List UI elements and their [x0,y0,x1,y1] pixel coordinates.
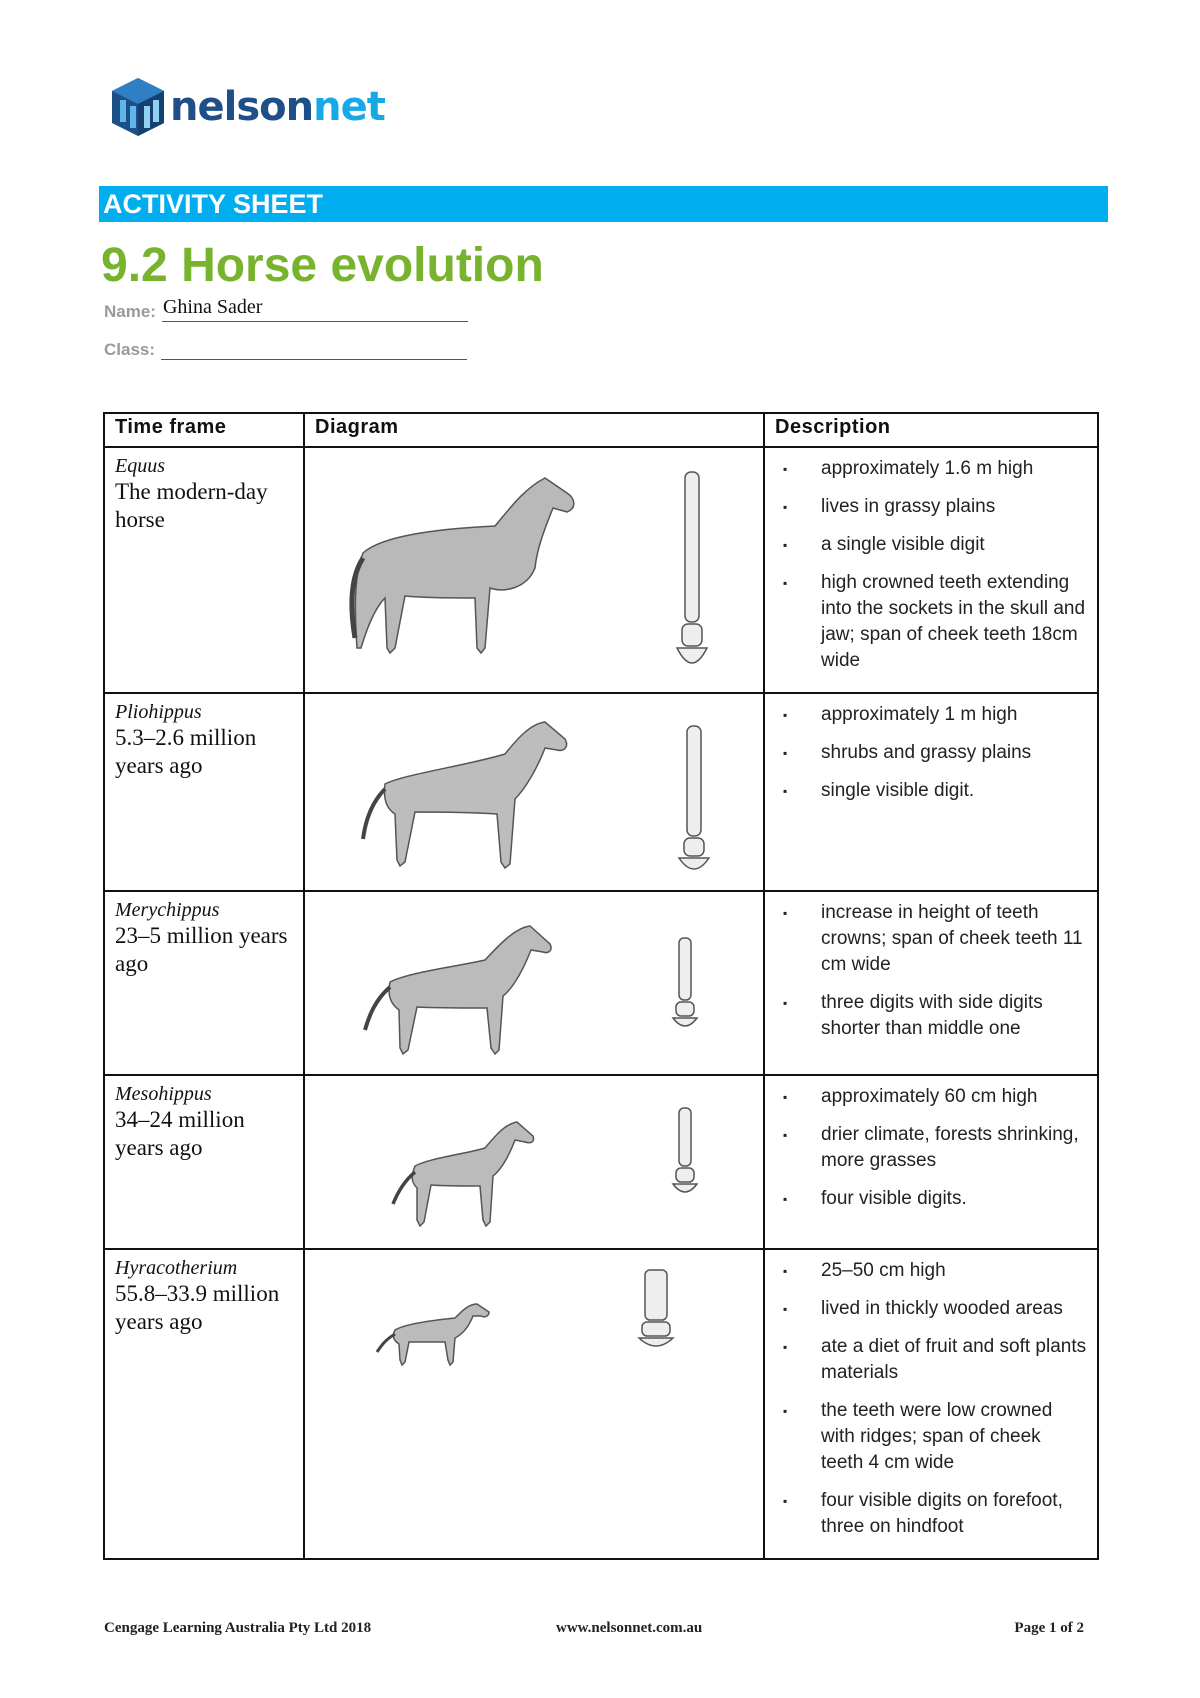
diagram-cell [304,693,764,891]
class-line[interactable] [161,335,467,360]
table-row [104,891,1098,1075]
logo-text-nelson: nelson [170,84,314,130]
footer-copyright: Cengage Learning Australia Pty Ltd 2018 [104,1620,372,1636]
description-item: ▪ 25–50 cm high [775,1258,1087,1284]
time-frame-cell [104,1075,304,1249]
footer-page-number: Page 1 of 2 [1014,1620,1084,1636]
description-cell [764,891,1098,1075]
time-frame-cell [104,693,304,891]
time-frame-cell [104,447,304,693]
pliohippus-illustration [305,694,761,886]
foot-bone-mesohippus-icon [673,1108,697,1192]
logo-text-net: net [313,84,385,130]
name-value: Ghina Sader [162,296,263,318]
time-range: 34–24 million years ago [115,1107,245,1160]
time-range: The modern-day horse [115,479,268,532]
name-field[interactable] [104,296,468,322]
horse-evolution-table [103,412,1099,1560]
genus-name: Mesohippus [115,1083,212,1105]
time-range: 55.8–33.9 million years ago [115,1281,280,1334]
genus-name: Pliohippus [115,701,202,723]
header-diagram: Diagram [304,413,764,447]
foot-bone-hyracotherium-icon [639,1270,673,1346]
nelsonnet-logo [108,72,385,142]
class-label: Class: [104,340,156,359]
diagram-cell [304,1075,764,1249]
time-range: 23–5 million years ago [115,923,288,976]
name-line[interactable] [162,297,468,322]
diagram-cell [304,891,764,1075]
class-field[interactable] [104,334,467,360]
description-item: ▪ high crowned teeth extending into the sockets in the skull and jaw; span of cheek teeth 18cm wide [775,570,1087,674]
horse-merychippus-icon [365,926,551,1054]
merychippus-illustration [305,892,761,1070]
description-item: ▪ drier climate, forests shrinking, more grasses [775,1122,1087,1174]
header-time-frame: Time frame [104,413,304,447]
description-cell [764,1249,1098,1559]
description-item: ▪ approximately 60 cm high [775,1084,1087,1110]
table-row [104,1075,1098,1249]
description-item: ▪ single visible digit. [775,778,1087,804]
description-item: ▪ four visible digits on forefoot, three on hindfoot [775,1488,1087,1540]
description-item: ▪ approximately 1 m high [775,702,1087,728]
description-item: ▪ increase in height of teeth crowns; span of cheek teeth 11 cm wide [775,900,1087,978]
genus-name: Merychippus [115,899,220,921]
description-cell [764,447,1098,693]
equus-illustration [305,448,761,688]
foot-bone-merychippus-icon [673,938,697,1026]
cube-logo-icon [108,76,168,138]
diagram-cell [304,447,764,693]
diagram-cell [304,1249,764,1559]
header-description: Description [764,413,1098,447]
time-frame-cell [104,1249,304,1559]
description-item: ▪ approximately 1.6 m high [775,456,1087,482]
description-item: ▪ lived in thickly wooded areas [775,1296,1087,1322]
horse-mesohippus-icon [393,1122,534,1226]
description-cell [764,693,1098,891]
table-row [104,447,1098,693]
horse-equus-icon [352,478,574,653]
genus-name: Hyracotherium [115,1257,238,1279]
hyracotherium-illustration [305,1250,761,1552]
footer-website-link[interactable]: www.nelsonnet.com.au [556,1620,703,1636]
horse-pliohippus-icon [363,722,567,868]
description-item: ▪ ate a diet of fruit and soft plants materials [775,1334,1087,1386]
page-footer [104,1620,1084,1644]
description-item: ▪ four visible digits. [775,1186,1087,1212]
activity-sheet-banner: ACTIVITY SHEET [99,186,1108,222]
foot-bone-equus-icon [677,472,707,663]
name-label: Name: [104,302,156,321]
description-item: ▪ the teeth were low crowned with ridges; span of cheek teeth 4 cm wide [775,1398,1087,1476]
table-row [104,693,1098,891]
table-row [104,1249,1098,1559]
genus-name: Equus [115,455,165,477]
time-range: 5.3–2.6 million years ago [115,725,257,778]
time-frame-cell [104,891,304,1075]
mesohippus-illustration [305,1076,761,1244]
table-header-row [104,413,1098,447]
description-item: ▪ three digits with side digits shorter than middle one [775,990,1087,1042]
horse-hyracotherium-icon [377,1304,489,1365]
description-item: ▪ lives in grassy plains [775,494,1087,520]
description-item: ▪ shrubs and grassy plains [775,740,1087,766]
page-title: 9.2 Horse evolution [101,239,544,292]
foot-bone-pliohippus-icon [679,726,709,869]
description-item: ▪ a single visible digit [775,532,1087,558]
description-cell [764,1075,1098,1249]
